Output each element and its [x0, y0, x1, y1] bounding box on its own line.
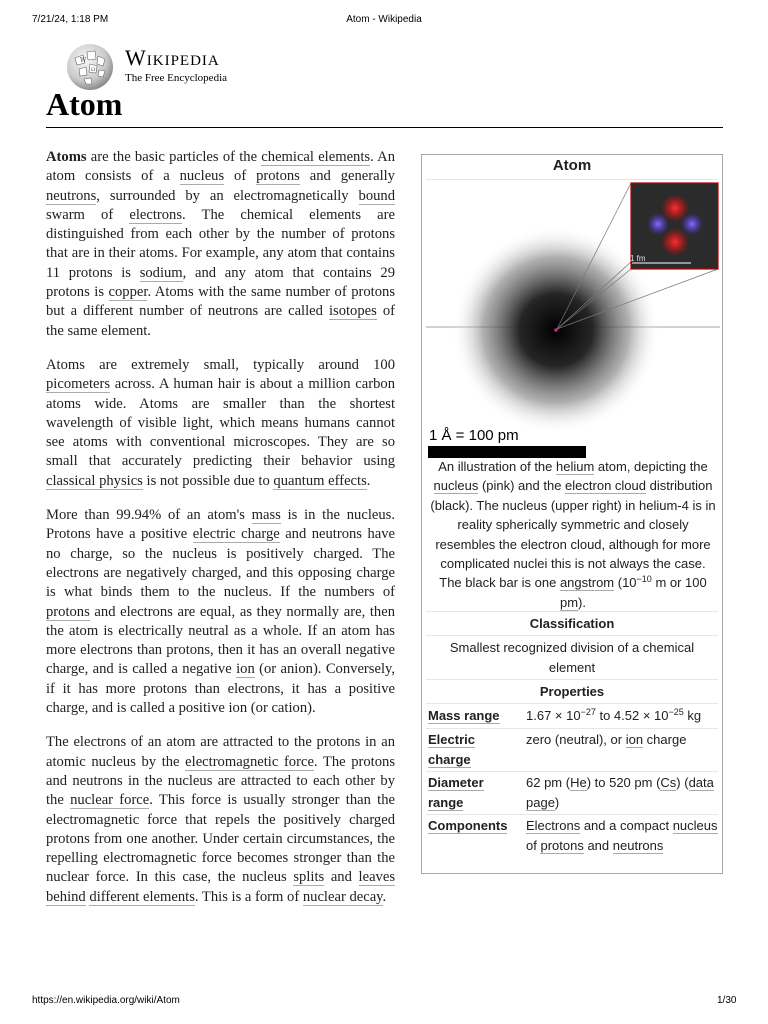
wiki-link[interactable]: neutrons [46, 187, 97, 204]
wiki-link[interactable]: nucleus [433, 478, 479, 494]
wiki-link[interactable]: ion [236, 661, 255, 678]
superscript: −10 [636, 574, 652, 585]
wiki-link[interactable]: isotopes [328, 303, 377, 320]
wiki-link[interactable]: electromagnetic force [185, 753, 314, 770]
infobox-title: Atom [552, 157, 592, 174]
wiki-link[interactable]: pm [559, 594, 579, 610]
wiki-link[interactable]: nucleus [179, 168, 225, 185]
divider [426, 635, 718, 636]
wiki-link[interactable]: nuclear force [70, 792, 150, 809]
row-value-components: Electrons and a compact nucleus of protons and neutrons [526, 818, 718, 853]
wiki-link[interactable]: data page [526, 775, 714, 810]
wiki-link[interactable]: classical physics [46, 472, 143, 489]
divider [426, 679, 718, 680]
wordmark-name: Wikipedia [125, 45, 220, 70]
bold-term: Atoms [46, 149, 87, 165]
row-value-diameter: 62 pm (He) to 520 pm (Cs) (data page) [526, 775, 714, 810]
wiki-link[interactable]: nucleus [672, 818, 718, 833]
wiki-link[interactable]: Cs [660, 775, 677, 790]
wiki-link[interactable]: picometers [46, 376, 111, 393]
paragraph: More than 99.94% of an atom's mass is in the nucleus. Protons have a positive electric charge and neutrons have no charge, so the nucleus is positively charged. The electrons are negatively charged, and this opposing charge is what binds them to the nucleus. If the numbers of protons and electrons are equal, as they normally are, then the atom is electrically neutral as a whole. If an atom has more electrons than protons, then it has an overall negative charge, and is called a negative ion (or anion). Conversely, if it has more protons than electrons, it has a positive charge, and is called a positive ion (or cation). [46, 507, 396, 717]
row-value-electric-charge: zero (neutral), or ion charge [526, 732, 687, 747]
superscript: −25 [668, 707, 684, 717]
helium-atom-illustration[interactable] [426, 177, 720, 447]
wiki-link[interactable]: quantum effects [273, 472, 367, 489]
wiki-link[interactable]: protons [540, 837, 584, 853]
wiki-link[interactable]: copper [108, 284, 148, 301]
page-title: Atom [46, 86, 123, 122]
print-footer-url: https://en.wikipedia.org/wiki/Atom [32, 995, 180, 1006]
wikipedia-globe-logo[interactable] [65, 42, 115, 92]
wiki-link[interactable]: protons [46, 603, 90, 620]
wiki-link[interactable]: chemical elements [261, 149, 371, 165]
wiki-link[interactable]: protons [256, 168, 300, 185]
title-divider [46, 127, 723, 128]
print-header-title: Atom - Wikipedia [346, 14, 422, 25]
wiki-link[interactable]: leaves behind [46, 869, 395, 905]
paragraph: Atoms are the basic particles of the chemical elements. An atom consists of a nucleus of protons and generally neutrons, surrounded by an electromagnetically bound swarm of electrons. The chemical elements are distinguished from each other by the number of protons that are in their atoms. For example, any atom that contains 11 protons is sodium, and any atom that contains 29 protons is copper. Atoms with the same number of protons but a different number of neutrons are called isotopes of the same element. [46, 149, 395, 339]
divider [426, 611, 718, 612]
wiki-link[interactable]: electrons [129, 206, 183, 223]
section-heading-properties: Properties [539, 684, 605, 699]
paragraph: The electrons of an atom are attracted to the protons in an atomic nucleus by the electromagnetic force. The protons and neutrons in the nucleus are attracted to each other by the nuclear force. This force is usually stronger than the electromagnetic force that repels the positively charged protons from one another. Under certain circumstances, the repelling electromagnetic force becomes stronger than the nuclear force. In this case, the nucleus splits and leaves behind different elements. This is a form of nuclear decay. [46, 734, 396, 905]
paragraph: Atoms are extremely small, typically around 100 picometers across. A human hair is about a million carbon atoms wide. Atoms are smaller than the shortest wavelength of visible light, which means humans cannot see atoms with conventional microscopes. They are so small that accurately predicting their behavior using classical physics is not possible due to quantum effects. [46, 356, 395, 489]
row-label-components[interactable]: Components [428, 818, 508, 833]
print-footer-page: 1/30 [717, 995, 737, 1006]
scale-label: 1 Å = 100 pm [429, 427, 519, 444]
row-value-mass: $1.67 \times 10^{-27}$ to $4.52 \times 10^{-25}$ kg [526, 707, 702, 723]
row-label-electric-charge[interactable]: Electric charge [428, 732, 475, 767]
svg-text:Ω: Ω [91, 67, 96, 73]
print-header-date: 7/21/24, 1:18 PM [32, 14, 109, 25]
superscript: −27 [580, 707, 596, 717]
wiki-link[interactable]: bound [358, 187, 395, 204]
wiki-link[interactable]: ion [625, 732, 644, 747]
wordmark-tagline: The Free Encyclopedia [125, 72, 228, 84]
infobox [421, 154, 723, 874]
divider [426, 728, 718, 729]
wiki-link[interactable]: splits [293, 869, 325, 886]
inset-scale-label: 1 fm [630, 254, 646, 263]
row-label-mass[interactable]: Mass range [428, 708, 500, 723]
row-label-diameter[interactable]: Diameter range [428, 775, 484, 810]
wikipedia-wordmark[interactable] [125, 47, 227, 85]
svg-text:W: W [80, 57, 87, 64]
wiki-link[interactable]: neutrons [612, 837, 664, 853]
wiki-link[interactable]: different elements [89, 888, 195, 905]
divider [426, 771, 718, 772]
section-heading-classification: Classification [529, 616, 615, 631]
image-caption: An illustration of the helium atom, depicting the nucleus (pink) and the electron cloud distribution (black). The nucleus (upper right) in helium-4 is in reality spherically symmetric and closely resembles the electron cloud, although for more complicated nuclei this is not always the case. The black bar is one angstrom ($10^{-10}$ m or 100 pm). [430, 459, 716, 610]
wiki-link[interactable]: helium [556, 459, 595, 474]
divider [426, 814, 718, 815]
divider [426, 703, 718, 704]
wiki-link[interactable]: nuclear decay [302, 888, 383, 905]
wiki-link[interactable]: Electrons [526, 818, 581, 833]
wiki-link[interactable]: sodium [139, 264, 183, 281]
classification-text: Smallest recognized division of a chemical element [449, 640, 695, 675]
wiki-link[interactable]: electron cloud [565, 478, 646, 494]
wiki-link[interactable]: He [570, 775, 587, 790]
wiki-link[interactable]: mass [251, 507, 281, 524]
wiki-link[interactable]: angstrom [559, 575, 615, 591]
wiki-link[interactable]: electric charge [192, 526, 280, 543]
